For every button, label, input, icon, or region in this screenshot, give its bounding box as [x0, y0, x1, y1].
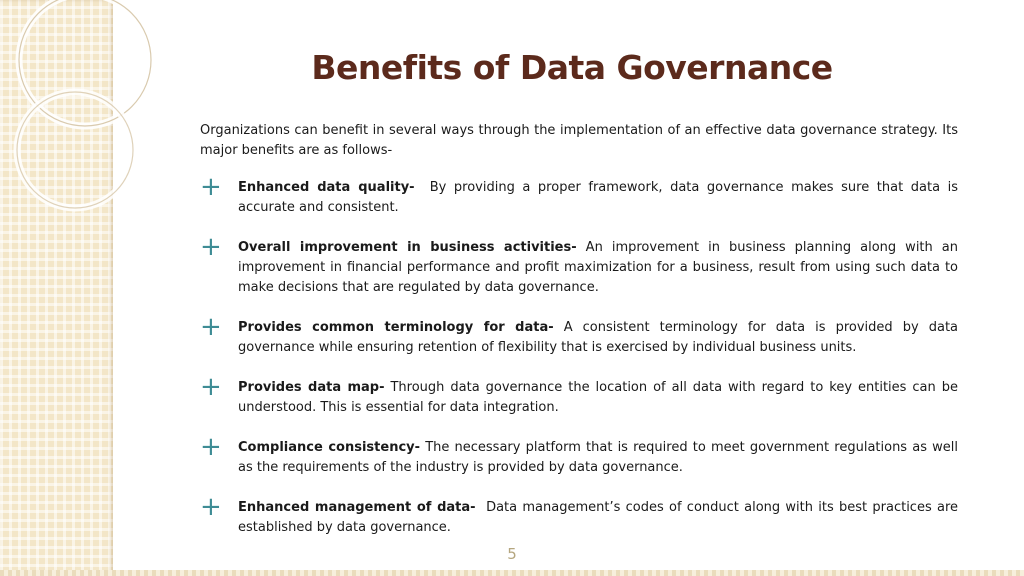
- benefit-text: [238, 378, 958, 418]
- benefit-description: A consistent terminology for data is provided by data governance while ensuring retention of flexibility that is exercised by individual business units.: [238, 320, 959, 355]
- benefit-item: [200, 172, 963, 218]
- plus-icon: +: [200, 432, 222, 462]
- benefit-text: [238, 318, 958, 358]
- plus-icon: +: [200, 372, 222, 402]
- benefit-heading: Enhanced data quality-: [238, 180, 415, 195]
- benefit-description: By providing a proper framework, data governance makes sure that data is accurate and consistent.: [238, 180, 963, 215]
- intro-paragraph: Organizations can benefit in several ways through the implementation of an effective data governance strategy. Its major benefits are as follows-: [200, 123, 958, 158]
- page-number: 5: [507, 545, 517, 563]
- benefit-description: Through data governance the location of all data with regard to key entities can be understood. This is essential for data integration.: [238, 380, 958, 415]
- benefit-item: [200, 432, 958, 478]
- benefit-description: An improvement in business planning along with an improvement in financial performance and profit maximization for a business, result from using such data to make decisions that are regulated by data governance.: [238, 240, 959, 295]
- benefit-item: [200, 372, 958, 418]
- slide-title: Benefits of Data Governance: [311, 48, 833, 87]
- benefit-item: [200, 312, 959, 358]
- benefit-text: [238, 498, 963, 538]
- benefit-heading: Provides data map-: [238, 380, 385, 395]
- plus-icon: +: [200, 492, 222, 522]
- benefit-description: Data management’s codes of conduct along with its best practices are established by data governance.: [238, 500, 963, 535]
- plus-icon: +: [200, 312, 222, 342]
- plus-icon: +: [200, 232, 222, 262]
- benefit-heading: Compliance consistency-: [238, 440, 421, 455]
- decorative-side-panel: [0, 0, 113, 576]
- benefit-description: The necessary platform that is required to meet government regulations as well as the requirements of the industry is provided by data governance.: [238, 440, 958, 475]
- benefit-heading: Provides common terminology for data-: [238, 320, 554, 335]
- benefit-heading: Enhanced management of data-: [238, 500, 476, 515]
- benefit-item: [200, 492, 963, 538]
- plus-icon: +: [200, 172, 222, 202]
- benefit-heading: Overall improvement in business activities-: [238, 240, 577, 255]
- benefit-item: [200, 232, 959, 298]
- benefit-text: [238, 178, 963, 218]
- benefit-text: [238, 438, 958, 478]
- decorative-bottom-strip: [0, 570, 1024, 576]
- benefit-text: [238, 238, 958, 298]
